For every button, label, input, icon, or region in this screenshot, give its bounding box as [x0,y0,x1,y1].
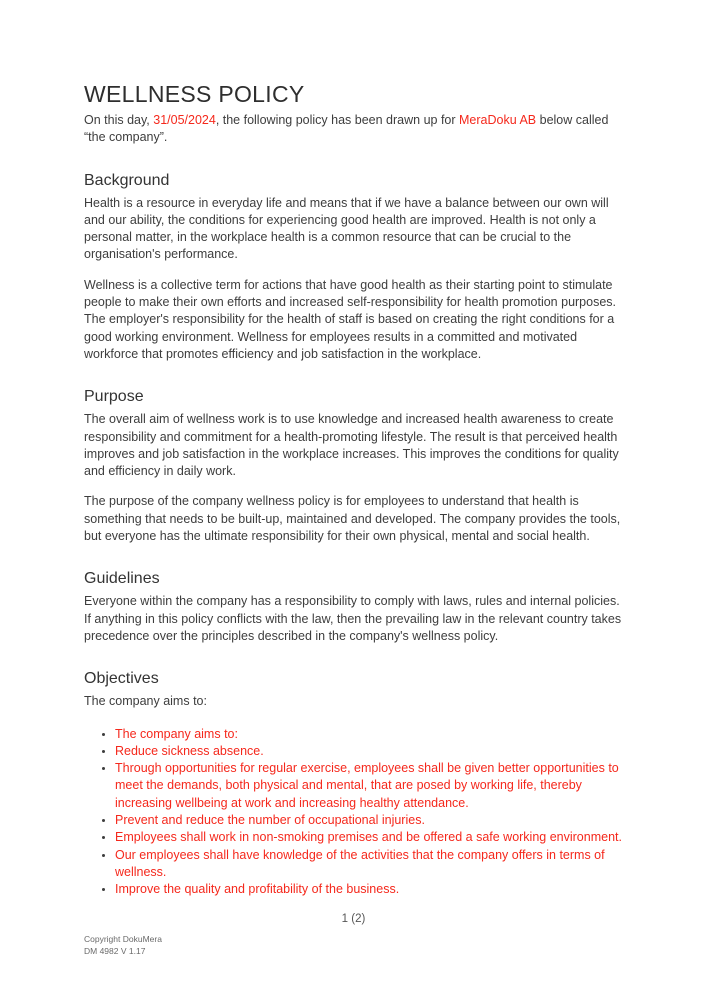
list-item: • Prevent and reduce the number of occupational injuries. [115,812,624,829]
section-heading-guidelines: Guidelines [84,570,160,588]
objectives-list [84,726,624,899]
intro-text-post: below called “the company”. [84,113,609,145]
footer-copyright-line2: DM 4982 V 1.17 [84,945,146,956]
section-guidelines [84,568,624,645]
paragraph: The overall aim of wellness work is to use knowledge and increased health awareness to create responsibility and commitment for a health-promoting lifestyle. The result is that perceived health improves and job satisfaction in the workplace increases. This improves the conditions for quality and efficiency in daily work. [84,412,619,479]
section-background [84,170,624,364]
list-item: • Reduce sickness absence. [115,743,624,760]
document-page [84,0,624,899]
footer-page-number: 1 (2) [341,913,366,925]
list-item: • Improve the quality and profitability of the business. [115,881,624,898]
section-objectives [84,668,624,898]
section-purpose [84,386,624,545]
paragraph: Wellness is a collective term for actions that have good health as their starting point to stimulate people to make their own efforts and increased self-responsibility for health promotion purposes. The employer's responsibility for the health of staff is based on creating the right conditions for a good working environment. Wellness for employees results in a committed and motivated workforce that promotes efficiency and job satisfaction in the workplace. [84,277,617,361]
list-item: • Through opportunities for regular exercise, employees shall be given better opportunities to meet the demands, both physical and mental, that are posed by working life, thereby increasing wellbeing at work and increasing healthy attendance. [115,760,624,812]
paragraph: Everyone within the company has a responsibility to comply with laws, rules and internal policies. If anything in this policy conflicts with the law, then the prevailing law in the relevant country takes precedence over the principles described in the company's wellness policy. [84,594,622,643]
objectives-intro-text: The company aims to: [84,694,207,709]
footer-copyright-line1: Copyright DokuMera [84,934,162,944]
list-item: • The company aims to: [115,726,624,743]
intro-date: 31/05/2024 [153,113,216,127]
section-heading-background: Background [84,171,170,189]
list-item: • Our employees shall have knowledge of the activities that the company offers in terms of wellness. [115,847,624,882]
intro-text-pre: On this day, [84,113,154,127]
list-item: • Employees shall work in non-smoking premises and be offered a safe working environment. [115,829,624,846]
page-title: WELLNESS POLICY [84,81,305,107]
footer-copyright [84,934,162,957]
intro-text-mid: , the following policy has been drawn up for [215,113,460,127]
intro-paragraph [84,112,624,147]
section-heading-purpose: Purpose [84,388,144,406]
section-heading-objectives: Objectives [84,670,159,688]
paragraph: Health is a resource in everyday life and means that if we have a balance between our own will and our ability, the conditions for experiencing good health are improved. Health is not only a personal matter, in the workplace health is a common resource that can be crucial to the organisation's performance. [84,195,609,262]
paragraph: The purpose of the company wellness policy is for employees to understand that health is something that needs to be built-up, maintained and developed. The company provides the tools, but everyone has the ultimate responsibility for their own physical, mental and social health. [84,494,621,544]
intro-company-name: MeraDoku AB [459,113,537,127]
